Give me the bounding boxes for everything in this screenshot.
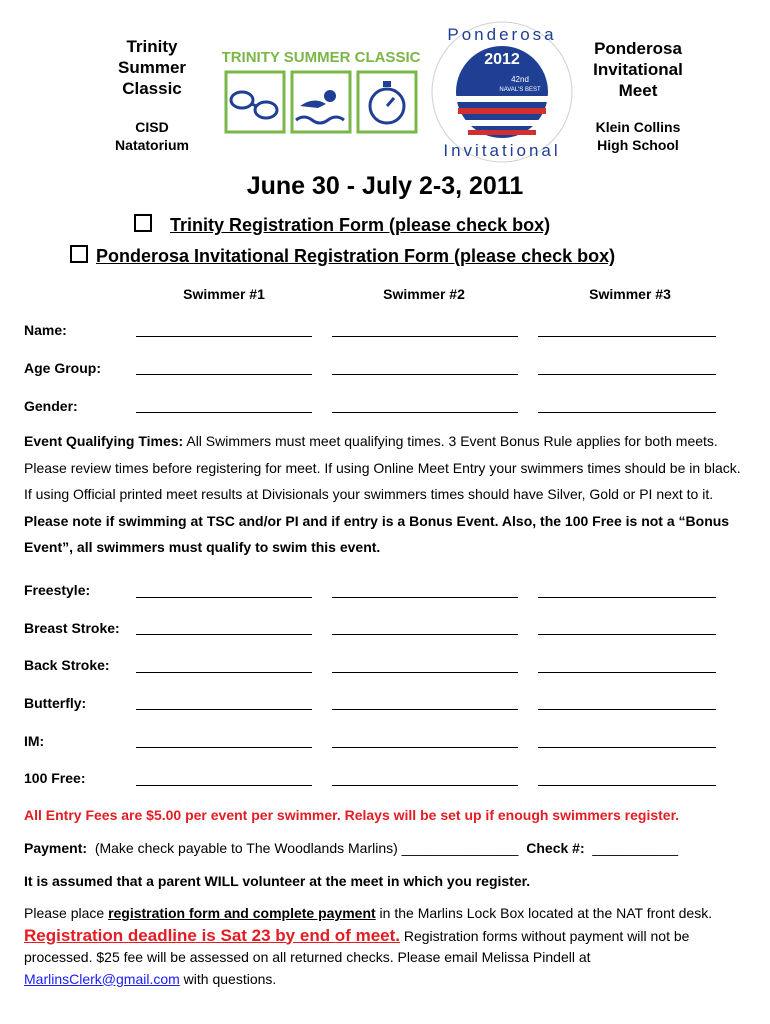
back-stroke-field-3[interactable] — [538, 672, 716, 673]
breast-stroke-label: Breast Stroke: — [24, 620, 120, 636]
left-title-line1: Trinity — [126, 37, 178, 56]
right-venue-line1: Klein Collins — [595, 119, 681, 135]
ponderosa-tag2: NAVAL'S BEST — [499, 87, 541, 93]
butterfly-field-3[interactable] — [538, 709, 716, 710]
name-field-1[interactable] — [136, 336, 312, 337]
gender-field-2[interactable] — [332, 412, 518, 413]
freestyle-field-2[interactable] — [332, 597, 518, 598]
left-venue-line2: Natatorium — [115, 137, 189, 153]
right-title-line2: Invitational — [593, 60, 683, 79]
freestyle-field-3[interactable] — [538, 597, 716, 598]
back-stroke-label: Back Stroke: — [24, 657, 110, 673]
ponderosa-year: 2012 — [484, 51, 520, 68]
im-field-3[interactable] — [538, 747, 716, 748]
ponderosa-logo-bottom: Invitational — [443, 141, 561, 160]
freestyle-label: Freestyle: — [24, 582, 91, 598]
name-field-2[interactable] — [332, 336, 518, 337]
gender-field-1[interactable] — [136, 412, 312, 413]
trinity-checkbox[interactable] — [134, 214, 152, 232]
left-venue-line1: CISD — [135, 119, 169, 135]
goggles-icon — [231, 92, 277, 118]
ponderosa-logo-top: Ponderosa — [447, 25, 557, 44]
butterfly-field-2[interactable] — [332, 709, 518, 710]
qualifying-bold-tail: Please note if swimming at TSC and/or PI and if entry is a Bonus Event. Also, the 100 Free is not a “Bonus Event”, all swimmers must qualify to swim this event. — [24, 512, 730, 555]
breast-stroke-field-3[interactable] — [538, 634, 716, 635]
im-label: IM: — [24, 733, 45, 749]
payment-line — [24, 840, 678, 856]
right-title-line3: Meet — [618, 81, 658, 100]
left-meet-header — [100, 36, 204, 99]
qualifying-lead: Event Qualifying Times: — [24, 433, 184, 449]
column-header-swimmer-1: Swimmer #1 — [183, 286, 265, 302]
gender-field-3[interactable] — [538, 412, 716, 413]
check-number-field[interactable]: ___________ — [592, 840, 679, 856]
im-field-1[interactable] — [136, 747, 312, 748]
left-title-line3: Classic — [122, 79, 182, 98]
stopwatch-icon — [370, 81, 404, 123]
fees-note: All Entry Fees are $5.00 per event per swimmer. Relays will be set up if enough swimmers register. — [24, 807, 680, 823]
payment-text: (Make check payable to The Woodlands Marlins) _______________ — [94, 840, 519, 856]
left-venue — [100, 118, 204, 154]
butterfly-label: Butterfly: — [24, 695, 87, 711]
gender-label: Gender: — [24, 398, 78, 414]
column-header-swimmer-2: Swimmer #2 — [383, 286, 465, 302]
ponderosa-checkbox[interactable] — [70, 245, 88, 263]
instructions-p2: in the Marlins Lock Box located at the NAT front desk. — [375, 905, 713, 921]
age-group-field-2[interactable] — [332, 374, 518, 375]
free-100-field-2[interactable] — [332, 785, 518, 786]
right-venue-line2: High School — [597, 137, 679, 153]
trinity-checkbox-label: Trinity Registration Form (please check box) — [170, 215, 551, 235]
right-venue — [580, 118, 696, 154]
tsc-logo-text: TRINITY SUMMER CLASSIC — [222, 49, 420, 66]
instructions-p1-bold: registration form and complete payment — [108, 905, 376, 921]
free-100-field-3[interactable] — [538, 785, 716, 786]
swimmer-icon — [296, 90, 344, 123]
instructions-paragraph — [24, 903, 748, 990]
instructions-p4: with questions. — [179, 970, 277, 987]
volunteer-note: It is assumed that a parent WILL volunteer at the meet in which you register. — [24, 873, 531, 889]
qualifying-text: All Swimmers must meet qualifying times. 3 Event Bonus Rule applies for both meets. Please review times before registering for meet. If using Online Meet Entry your swimmers times should be in black. If using Official printed meet results at Divisionals your swimmers times should have Silver, Gold or PI next to it. — [24, 433, 741, 502]
ponderosa-tag: 42nd — [511, 75, 529, 84]
right-meet-header — [580, 38, 696, 101]
age-group-field-1[interactable] — [136, 374, 312, 375]
trinity-checkbox-row[interactable] — [134, 214, 550, 236]
qualifying-paragraph — [24, 428, 746, 561]
ponderosa-checkbox-row[interactable] — [70, 245, 615, 267]
registration-deadline: Registration deadline is Sat 23 by end of meet. — [24, 925, 400, 945]
im-field-2[interactable] — [332, 747, 518, 748]
column-header-swimmer-3: Swimmer #3 — [589, 286, 671, 302]
back-stroke-field-2[interactable] — [332, 672, 518, 673]
check-number-label: Check #: — [526, 840, 585, 856]
date-title: June 30 - July 2-3, 2011 — [246, 172, 524, 200]
free-100-label: 100 Free: — [24, 770, 86, 786]
back-stroke-field-1[interactable] — [136, 672, 312, 673]
free-100-field-1[interactable] — [136, 785, 312, 786]
email-link[interactable]: MarlinsClerk@gmail.com — [24, 970, 180, 987]
breast-stroke-field-1[interactable] — [136, 634, 312, 635]
breast-stroke-field-2[interactable] — [332, 634, 518, 635]
name-field-3[interactable] — [538, 336, 716, 337]
right-title-line1: Ponderosa — [594, 39, 682, 58]
tsc-logo — [222, 44, 420, 136]
left-title-line2: Summer — [117, 58, 187, 77]
instructions-p3: Registration forms without payment will not be processed. $25 fee will be assessed on all returned checks. Please email Melissa Pindell at — [24, 927, 690, 965]
butterfly-field-1[interactable] — [136, 709, 312, 710]
freestyle-field-1[interactable] — [136, 597, 312, 598]
payment-label: Payment: — [24, 840, 88, 856]
age-group-label: Age Group: — [24, 360, 101, 376]
instructions-p1: Please place — [24, 905, 109, 921]
ponderosa-checkbox-label: Ponderosa Invitational Registration Form (please check box) — [96, 246, 616, 266]
age-group-field-3[interactable] — [538, 374, 716, 375]
ponderosa-logo — [428, 18, 576, 166]
name-label: Name: — [24, 322, 67, 338]
